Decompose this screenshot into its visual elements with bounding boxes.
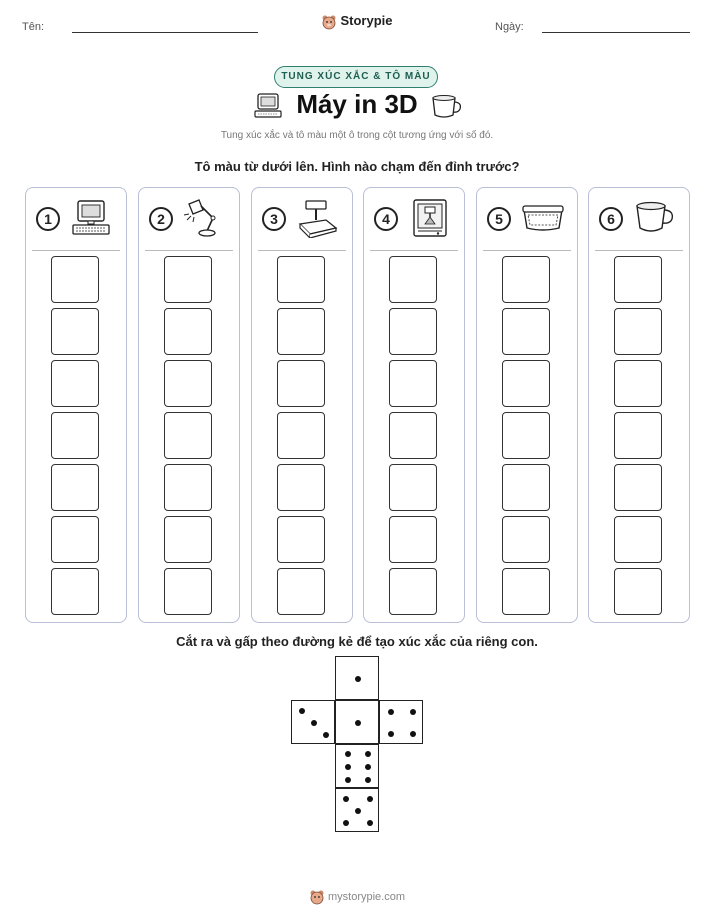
color-box[interactable] xyxy=(389,412,437,459)
color-box[interactable] xyxy=(502,256,550,303)
color-box[interactable] xyxy=(614,308,662,355)
footer xyxy=(0,889,714,905)
name-line[interactable] xyxy=(72,32,258,33)
column-divider xyxy=(370,250,458,251)
color-box[interactable] xyxy=(164,308,212,355)
roll-column-6 xyxy=(588,187,690,623)
color-box[interactable] xyxy=(277,308,325,355)
desk-lamp-icon xyxy=(183,198,227,238)
color-box[interactable] xyxy=(51,360,99,407)
color-box[interactable] xyxy=(614,464,662,511)
color-box[interactable] xyxy=(277,568,325,615)
color-box[interactable] xyxy=(502,412,550,459)
die-face-1 xyxy=(335,656,379,700)
roll-column-5 xyxy=(476,187,578,623)
date-label: Ngày: xyxy=(495,21,524,33)
color-box[interactable] xyxy=(389,360,437,407)
page-title: Máy in 3D xyxy=(296,89,418,119)
die-pip xyxy=(367,796,373,802)
color-box[interactable] xyxy=(389,568,437,615)
die-pip xyxy=(343,796,349,802)
die-pip xyxy=(323,732,329,738)
3d-printer-small-icon xyxy=(296,198,340,238)
color-box[interactable] xyxy=(51,464,99,511)
instruction: Tô màu từ dưới lên. Hình nào chạm đến đỉnh trước? xyxy=(194,159,520,174)
roll-column-1 xyxy=(25,187,127,623)
column-number: 2 xyxy=(149,207,173,231)
die-pip xyxy=(355,676,361,682)
color-box[interactable] xyxy=(614,256,662,303)
column-divider xyxy=(145,250,233,251)
3d-printer-icon xyxy=(408,198,452,238)
date-line[interactable] xyxy=(542,32,690,33)
die-pip xyxy=(311,720,317,726)
color-box[interactable] xyxy=(614,412,662,459)
die-pip xyxy=(345,751,351,757)
die-pip xyxy=(345,764,351,770)
color-box[interactable] xyxy=(502,308,550,355)
color-box[interactable] xyxy=(51,256,99,303)
cup-icon xyxy=(430,93,464,121)
column-divider xyxy=(595,250,683,251)
die-face-4 xyxy=(379,700,423,744)
color-box[interactable] xyxy=(389,256,437,303)
color-box[interactable] xyxy=(614,568,662,615)
die-pip xyxy=(388,731,394,737)
die-pip xyxy=(365,764,371,770)
die-face-1 xyxy=(335,700,379,744)
color-box[interactable] xyxy=(277,516,325,563)
color-box[interactable] xyxy=(502,516,550,563)
roll-column-2 xyxy=(138,187,240,623)
roll-column-4 xyxy=(363,187,465,623)
die-face-5 xyxy=(335,788,379,832)
subtitle: Tung xúc xắc và tô màu một ô trong cột tương ứng với số đó. xyxy=(220,130,494,141)
die-pip xyxy=(410,731,416,737)
name-label: Tên: xyxy=(22,21,45,33)
color-box[interactable] xyxy=(614,360,662,407)
color-box[interactable] xyxy=(502,360,550,407)
color-box[interactable] xyxy=(277,360,325,407)
roll-column-3 xyxy=(251,187,353,623)
color-box[interactable] xyxy=(389,516,437,563)
column-number: 4 xyxy=(374,207,398,231)
footer-url: mystorypie.com xyxy=(327,890,406,903)
color-box[interactable] xyxy=(502,464,550,511)
die-pip xyxy=(345,777,351,783)
bear-icon xyxy=(309,889,325,905)
die-pip xyxy=(410,709,416,715)
bear-icon xyxy=(321,14,337,30)
column-divider xyxy=(483,250,571,251)
column-number: 1 xyxy=(36,207,60,231)
color-box[interactable] xyxy=(389,308,437,355)
color-box[interactable] xyxy=(164,568,212,615)
die-face-6 xyxy=(335,744,379,788)
column-divider xyxy=(258,250,346,251)
die-pip xyxy=(355,808,361,814)
die-pip xyxy=(355,720,361,726)
color-box[interactable] xyxy=(51,308,99,355)
color-box[interactable] xyxy=(164,412,212,459)
column-divider xyxy=(32,250,120,251)
dice-instruction: Cắt ra và gấp theo đường kẻ để tạo xúc xắc của riêng con. xyxy=(176,634,538,649)
die-pip xyxy=(299,708,305,714)
brand-logo xyxy=(0,13,714,30)
color-box[interactable] xyxy=(389,464,437,511)
color-box[interactable] xyxy=(51,412,99,459)
color-box[interactable] xyxy=(277,464,325,511)
cup-icon xyxy=(633,198,677,238)
column-number: 5 xyxy=(487,207,511,231)
column-number: 3 xyxy=(262,207,286,231)
color-box[interactable] xyxy=(164,256,212,303)
color-box[interactable] xyxy=(51,516,99,563)
color-box[interactable] xyxy=(502,568,550,615)
die-face-3 xyxy=(291,700,335,744)
color-box[interactable] xyxy=(277,412,325,459)
color-box[interactable] xyxy=(164,464,212,511)
color-box[interactable] xyxy=(164,516,212,563)
color-box[interactable] xyxy=(614,516,662,563)
color-box[interactable] xyxy=(277,256,325,303)
container-icon xyxy=(521,198,565,238)
activity-badge: TUNG XÚC XẮC & TÔ MÀU xyxy=(274,66,438,88)
die-pip xyxy=(343,820,349,826)
die-pip xyxy=(365,777,371,783)
brand-name: Storypie xyxy=(340,13,393,28)
color-box[interactable] xyxy=(51,568,99,615)
die-pip xyxy=(367,820,373,826)
die-pip xyxy=(365,751,371,757)
color-box[interactable] xyxy=(164,360,212,407)
column-number: 6 xyxy=(599,207,623,231)
die-pip xyxy=(388,709,394,715)
computer-icon xyxy=(70,198,114,238)
